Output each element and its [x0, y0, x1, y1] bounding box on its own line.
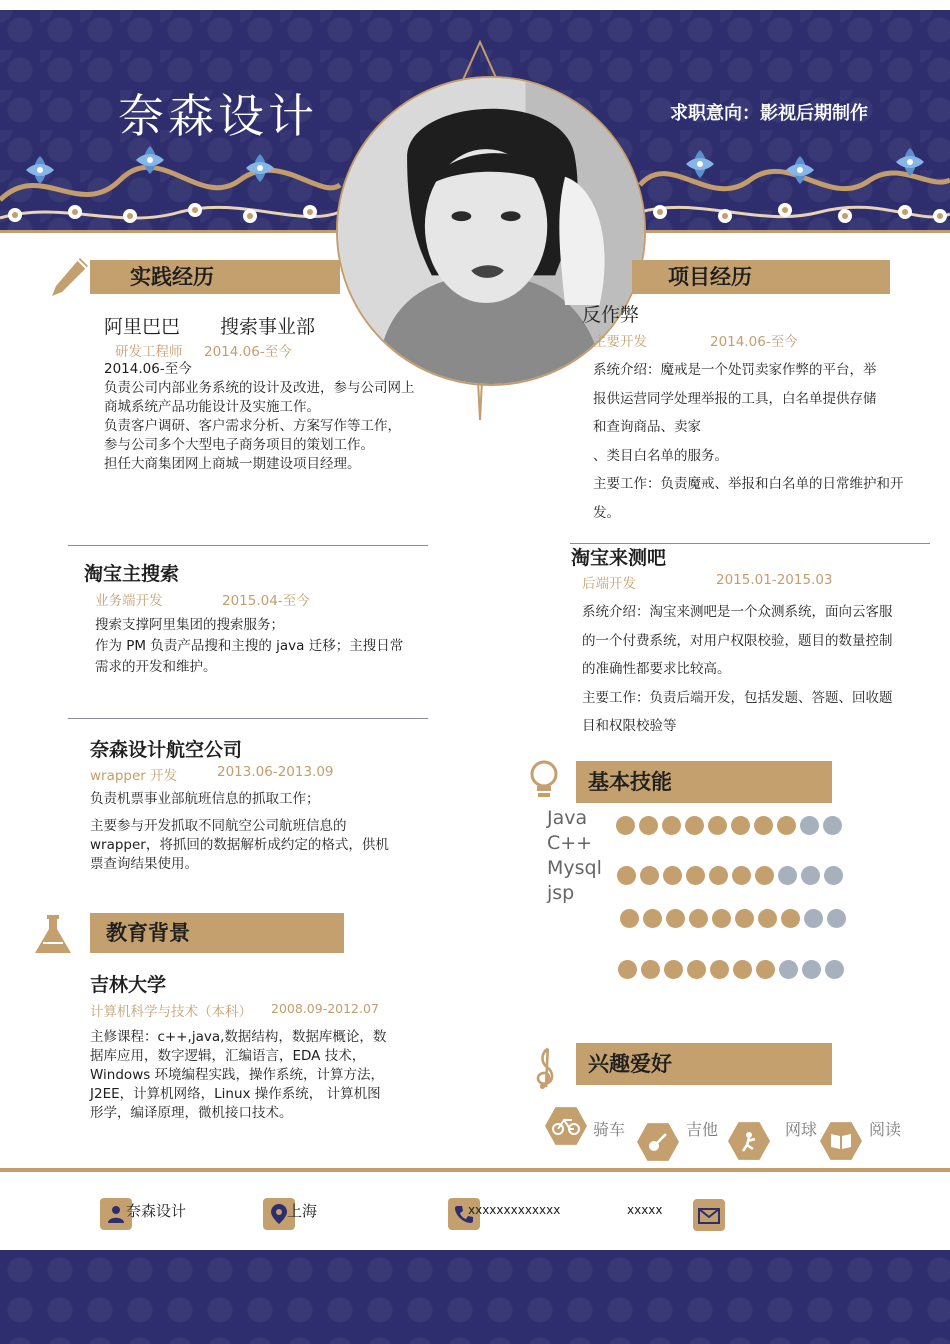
footer-phone: xxxxxxxxxxxxx	[468, 1203, 561, 1217]
practice-section-title: 实践经历	[90, 260, 340, 294]
desc-line: 形学，编译原理，微机接口技术。	[90, 1105, 293, 1121]
skill-names	[547, 806, 602, 906]
rating-dot-empty	[825, 960, 844, 979]
rating-dot-filled	[662, 816, 681, 835]
skill-rating	[618, 960, 844, 979]
rating-dot-filled	[685, 816, 704, 835]
rating-dot-empty	[800, 816, 819, 835]
desc-line: 主修课程：c++,java,数据结构，数据库概论，数	[90, 1029, 387, 1045]
skill-name: jsp	[547, 882, 575, 904]
entry-role: 业务端开发	[95, 593, 163, 609]
footer-divider	[0, 1168, 950, 1172]
rating-dot-filled	[781, 909, 800, 928]
skill-rating	[617, 866, 843, 885]
project-description	[593, 356, 938, 528]
entry-company: 奈森设计航空公司	[90, 739, 243, 761]
rating-dot-empty	[827, 909, 846, 928]
desc-line: 票查询结果使用。	[90, 856, 198, 872]
desc-line: J2EE，计算机网络，Linux 操作系统， 计算机图	[90, 1086, 381, 1102]
skills-section-title: 基本技能	[576, 761, 832, 803]
entry-period: 2014.06-至今	[204, 344, 292, 360]
rating-dot-filled	[758, 909, 777, 928]
entry-period: 2013.06-2013.09	[217, 764, 334, 780]
desc-line: Windows 环境编程实践，操作系统，计算方法，	[90, 1067, 385, 1083]
header-name: 奈森设计	[118, 89, 318, 143]
education-section-title: 教育背景	[90, 913, 344, 953]
rating-dot-filled	[687, 960, 706, 979]
projects-section-title: 项目经历	[632, 260, 890, 294]
treble-clef-icon	[526, 1045, 566, 1089]
rating-dot-empty	[823, 816, 842, 835]
rating-dot-filled	[664, 960, 683, 979]
desc-line: wrapper，将抓回的数据解析成约定的格式，供机	[90, 837, 389, 853]
rating-dot-empty	[801, 866, 820, 885]
rating-dot-filled	[643, 909, 662, 928]
footer-email: xxxxx	[627, 1203, 663, 1217]
entry-department: 搜索事业部	[220, 316, 316, 338]
education-major: 计算机科学与技术（本科）	[90, 1004, 252, 1020]
desc-line: 、类目白名单的服务。	[593, 447, 728, 464]
flask-icon	[33, 913, 73, 957]
rating-dot-filled	[666, 909, 685, 928]
desc-line: 系统介绍：淘宝来测吧是一个众测系统，面向云客服	[582, 604, 893, 620]
rating-dot-filled	[755, 866, 774, 885]
rating-dot-filled	[777, 816, 796, 835]
desc-line: 报供运营同学处理举报的工具，白名单提供存储	[593, 390, 877, 407]
project-name: 淘宝来测吧	[571, 547, 667, 569]
hobbies-section-title: 兴趣爱好	[576, 1043, 832, 1085]
rating-dot-filled	[731, 816, 750, 835]
desc-line: 负责机票事业部航班信息的抓取工作；	[90, 791, 320, 807]
desc-line: 的准确性都要求比较高。	[582, 661, 731, 678]
rating-dot-filled	[620, 909, 639, 928]
mail-icon	[693, 1199, 725, 1231]
rating-dot-empty	[779, 960, 798, 979]
rating-dot-filled	[639, 816, 658, 835]
desc-line: 作为 PM 负责产品搜和主搜的 java 迁移；主搜日常	[95, 638, 404, 654]
rating-dot-filled	[686, 866, 705, 885]
desc-line: 2014.06-至今	[104, 361, 192, 377]
desc-line: 商城系统产品功能设计及实施工作。	[104, 399, 320, 415]
desc-line: 系统介绍：魔戒是一个处罚卖家作弊的平台，举	[593, 362, 877, 378]
rating-dot-empty	[778, 866, 797, 885]
desc-line: 搜索支撑阿里集团的搜索服务；	[95, 617, 284, 633]
desc-line: 据库应用，数字逻辑，汇编语言，EDA 技术，	[90, 1048, 366, 1064]
desc-line: 目和权限校验等	[582, 718, 677, 735]
hobby-label: 吉他	[686, 1120, 719, 1139]
hobby-label: 阅读	[869, 1120, 902, 1139]
desc-line: 主要参与开发抓取不同航空公司航班信息的	[90, 818, 347, 834]
rating-dot-filled	[754, 816, 773, 835]
desc-line: 担任大商集团网上商城一期建设项目经理。	[104, 456, 361, 472]
footer-background	[0, 1250, 950, 1344]
desc-line: 和查询商品、卖家	[593, 419, 701, 436]
rating-dot-filled	[735, 909, 754, 928]
entry-role: 研发工程师	[115, 344, 183, 360]
skill-name: Java	[547, 807, 588, 829]
rating-dot-filled	[732, 866, 751, 885]
divider	[68, 545, 428, 546]
project-role: 后端开发	[582, 576, 636, 592]
rating-dot-filled	[756, 960, 775, 979]
rating-dot-empty	[824, 866, 843, 885]
project-period: 2014.06-至今	[710, 334, 798, 350]
rating-dot-filled	[712, 909, 731, 928]
skill-name: Mysql	[547, 857, 602, 879]
skill-rating	[620, 909, 846, 928]
desc-line: 主要工作：负责后端开发，包括发题、答题、回收题	[582, 689, 893, 706]
rating-dot-filled	[618, 960, 637, 979]
entry-description	[104, 360, 444, 474]
hobby-label: 骑车	[593, 1120, 626, 1139]
entry-period: 2015.04-至今	[222, 593, 310, 609]
skill-rating	[616, 816, 842, 835]
education-period: 2008.09-2012.07	[271, 1001, 379, 1016]
lightbulb-icon	[524, 758, 564, 802]
footer-name: 奈森设计	[126, 1202, 187, 1220]
pencil-icon	[50, 254, 90, 298]
rating-dot-filled	[709, 866, 728, 885]
project-role: 主要开发	[593, 334, 647, 350]
entry-description	[90, 790, 420, 874]
rating-dot-filled	[708, 816, 727, 835]
book-icon	[820, 1120, 862, 1162]
rating-dot-filled	[617, 866, 636, 885]
school-name: 吉林大学	[90, 974, 167, 996]
project-period: 2015.01-2015.03	[716, 572, 833, 588]
footer-city: 上海	[287, 1202, 318, 1220]
hobby-label: 网球	[785, 1120, 818, 1139]
guitar-icon	[637, 1121, 679, 1163]
rating-dot-empty	[804, 909, 823, 928]
divider	[68, 718, 428, 719]
desc-line: 负责公司内部业务系统的设计及改进，参与公司网上	[104, 380, 415, 396]
rating-dot-filled	[663, 866, 682, 885]
desc-line: 负责客户调研、客户需求分析、方案写作等工作，	[104, 418, 401, 434]
rating-dot-filled	[710, 960, 729, 979]
desc-line: 的一个付费系统，对用户权限校验，题目的数量控制	[582, 632, 893, 649]
rating-dot-filled	[641, 960, 660, 979]
tennis-icon	[728, 1120, 770, 1162]
rating-dot-filled	[689, 909, 708, 928]
rating-dot-filled	[640, 866, 659, 885]
project-description	[582, 598, 932, 741]
skill-name: C++	[547, 832, 593, 854]
desc-line: 参与公司多个大型电子商务项目的策划工作。	[104, 437, 374, 453]
desc-line: 发。	[593, 504, 620, 521]
entry-role: wrapper 开发	[90, 768, 178, 784]
job-target: 求职意向：影视后期制作	[670, 103, 868, 124]
rating-dot-empty	[802, 960, 821, 979]
entry-company: 阿里巴巴	[104, 316, 181, 338]
rating-dot-filled	[733, 960, 752, 979]
entry-description	[95, 615, 430, 678]
education-description	[90, 1028, 425, 1123]
project-name: 反作弊	[582, 304, 640, 326]
rating-dot-filled	[616, 816, 635, 835]
entry-company: 淘宝主搜索	[84, 563, 180, 585]
desc-line: 主要工作：负责魔戒、举报和白名单的日常维护和开	[593, 476, 904, 493]
bicycle-icon	[545, 1105, 587, 1147]
desc-line: 需求的开发和维护。	[95, 659, 217, 675]
